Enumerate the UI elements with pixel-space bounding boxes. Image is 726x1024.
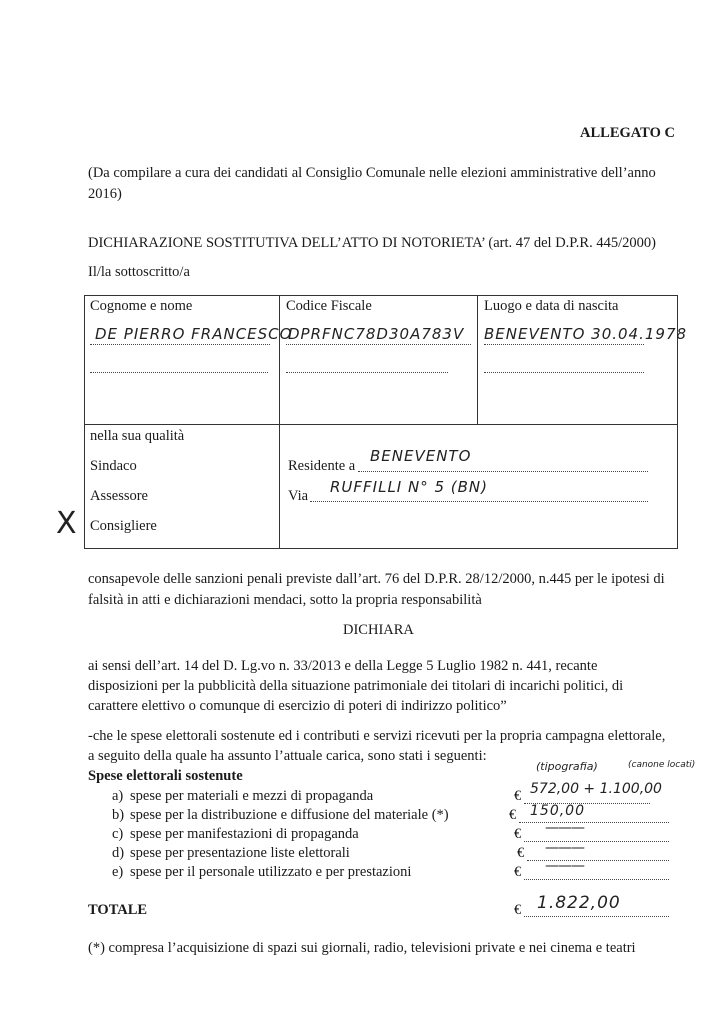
expense-value: ——— [545,820,584,836]
sensi-line3: carattere elettivo o comunque di esercizio di poteri di indirizzo politico” [88,698,507,714]
total-label: TOTALE [88,902,148,918]
expense-letter: c) [112,826,124,842]
fiscal-code-value: DPRFNC78D30A783V [288,325,465,343]
table-divider [84,424,678,425]
euro-sign: € [509,807,517,823]
allegato-label: ALLEGATO C [580,125,675,141]
spese-intro-line1: -che le spese elettorali sostenute ed i contributi e servizi ricevuti per la propria campagna elettorale, [88,728,666,744]
via-value: RUFFILLI N° 5 (BN) [330,478,489,496]
declaration-title: DICHIARAZIONE SOSTITUTIVA DELL’ATTO DI NOTORIETA’ (art. 47 del D.P.R. 445/2000) [88,235,656,251]
residente-line [358,471,648,472]
expense-value: ——— [545,858,584,874]
euro-sign: € [517,845,525,861]
dichiara-heading: DICHIARA [343,622,414,638]
table-divider [279,424,280,549]
header-codice-fiscale: Codice Fiscale [286,298,372,314]
expense-label: spese per materiali e mezzi di propaganda [130,788,374,804]
total-line [524,916,669,917]
residente-label: Residente a [288,458,356,474]
expense-line [519,822,669,823]
expense-letter: e) [112,864,124,880]
expense-label: spese per la distribuzione e diffusione del materiale (*) [130,807,449,823]
total-value: 1.822,00 [537,893,621,913]
fiscal-code-line-2 [286,372,448,373]
consigliere-check-mark: X [56,506,78,541]
instructions-line1: (Da compilare a cura dei candidati al Consiglio Comunale nelle elezioni amministrative dell’anno [88,165,656,181]
table-divider [279,295,280,425]
expense-value: 572,00 + 1.100,00 [530,781,662,797]
expense-letter: a) [112,788,124,804]
birth-line [484,344,644,345]
expense-value: ——— [545,840,584,856]
via-label: Via [288,488,309,504]
expense-label: spese per presentazione liste elettorali [130,845,350,861]
expense-label: spese per il personale utilizzato e per prestazioni [130,864,412,880]
option-consigliere: Consigliere [90,518,157,534]
undersigned-label: Il/la sottoscritto/a [88,264,190,280]
euro-sign: € [514,788,522,804]
consapevole-line1: consapevole delle sanzioni penali previste dall’art. 76 del D.P.R. 28/12/2000, n.445 per le ipotesi di [88,571,665,587]
footnote: (*) compresa l’acquisizione di spazi sui giornali, radio, televisioni private e nei cinema e teatri [88,940,636,956]
euro-sign: € [514,864,522,880]
qualita-label: nella sua qualità [90,428,185,444]
instructions-line2: 2016) [88,186,122,202]
expense-label: spese per manifestazioni di propaganda [130,826,359,842]
name-line [90,344,270,345]
expenses-title: Spese elettorali sostenute [88,768,243,784]
residente-value: BENEVENTO [370,447,472,465]
sensi-line2: disposizioni per la pubblicità della situazione patrimoniale dei titolari di incarichi politici, di [88,678,624,694]
option-sindaco: Sindaco [90,458,137,474]
birth-value: BENEVENTO 30.04.1978 [484,325,688,343]
name-line-2 [90,372,268,373]
sensi-line1: ai sensi dell’art. 14 del D. Lg.vo n. 33/2013 e della Legge 5 Luglio 1982 n. 441, recante [88,658,598,674]
table-divider [477,295,478,425]
consapevole-line2: falsità in atti e dichiarazioni mendaci, sotto la propria responsabilità [88,592,482,608]
note-tipografia: (tipografia) [536,760,598,773]
header-cognome-nome: Cognome e nome [90,298,193,314]
euro-sign: € [514,902,522,918]
expense-line [524,879,669,880]
birth-line-2 [484,372,644,373]
name-value: DE PIERRO FRANCESCO [95,325,293,343]
euro-sign: € [514,826,522,842]
expense-letter: b) [112,807,125,823]
expense-value: 150,00 [530,803,585,819]
fiscal-code-line [286,344,471,345]
spese-intro-line2: a seguito della quale ha assunto l’attuale carica, sono stati i seguenti: [88,748,487,764]
header-luogo-data-nascita: Luogo e data di nascita [484,298,619,314]
via-line [310,501,648,502]
note-canone: (canone locati) [628,760,696,770]
option-assessore: Assessore [90,488,148,504]
expense-letter: d) [112,845,125,861]
